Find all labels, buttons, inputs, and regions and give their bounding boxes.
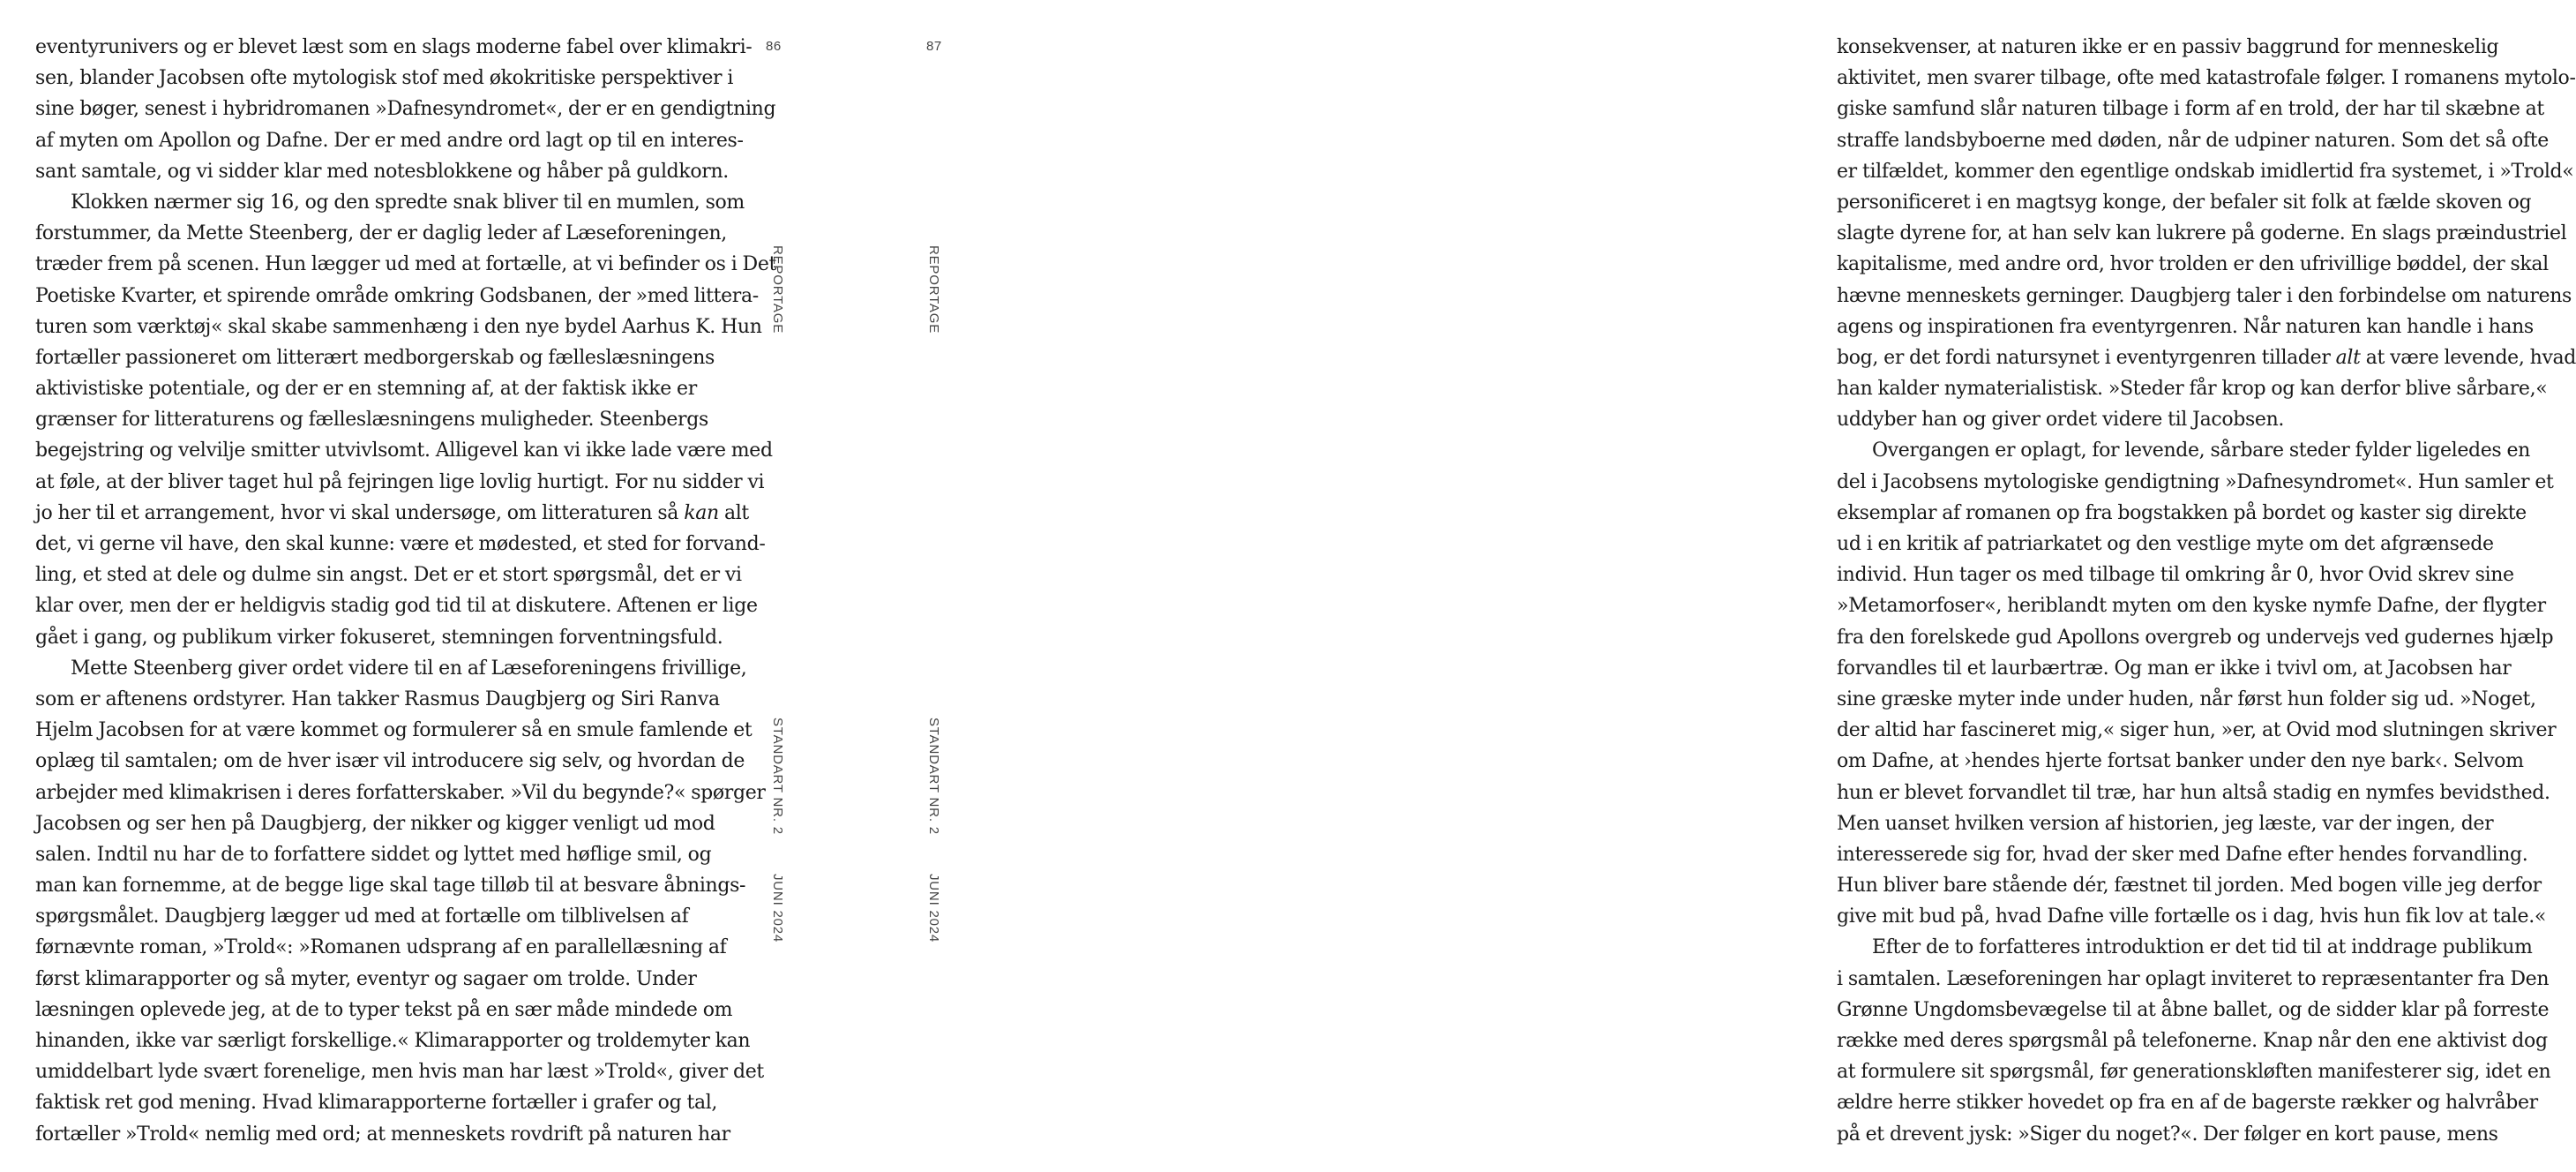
text-line bbox=[1837, 373, 2548, 404]
left-section-label: REPORTAGE bbox=[770, 245, 785, 334]
text-line bbox=[1837, 63, 2576, 94]
text-line-content: Jacobsen og ser hen på Daugbjerg, der nikker og kigger venligt ud mod bbox=[35, 812, 715, 835]
text-line-content: jo her til et arrangement, hvor vi skal undersøge, om litteraturen så bbox=[35, 501, 685, 524]
text-line-content: bog, er det fordi natursynet i eventyrgenren tillader bbox=[1837, 346, 2336, 369]
text-line-content: oplæg til samtalen; om de hver især vil introducere sig selv, og hvordan de bbox=[35, 750, 745, 773]
text-line-content: personificeret i en magtsyg konge, der befaler sit folk at fælde skoven og bbox=[1837, 191, 2532, 214]
text-line-content: Efter de to forfatteres introduktion er det tid til at inddrage publikum bbox=[1872, 936, 2533, 959]
text-line bbox=[1837, 964, 2550, 995]
text-line bbox=[1837, 901, 2546, 932]
text-line bbox=[35, 870, 746, 901]
text-line bbox=[35, 342, 715, 373]
text-line bbox=[35, 435, 773, 466]
text-line bbox=[1837, 1087, 2538, 1118]
text-line bbox=[35, 1087, 718, 1118]
text-line-content: læsningen oplevede jeg, at de to typer tekst på en sær måde mindede om bbox=[35, 998, 733, 1021]
text-line-content: ling, et sted at dele og dulme sin angst. Det er et stort spørgsmål, det er vi bbox=[35, 564, 742, 587]
text-line bbox=[35, 590, 758, 621]
text-line-content: fra den forelskede gud Apollons overgreb og undervejs ved gudernes hjælp bbox=[1837, 626, 2554, 649]
text-line bbox=[35, 125, 744, 156]
text-line-content: række med deres spørgsmål på telefonerne. Knap når den ene aktivist dog bbox=[1837, 1030, 2548, 1052]
right-magazine-issue: STANDART NR. 2 bbox=[926, 717, 941, 835]
text-line bbox=[1837, 281, 2572, 312]
text-line bbox=[1837, 404, 2534, 435]
text-line-content: salen. Indtil nu har de to forfattere siddet og lyttet med høflige smil, og bbox=[35, 843, 712, 866]
text-line bbox=[1837, 342, 2576, 373]
text-line-content: Men uanset hvilken version af historien, jeg læste, var der ingen, der bbox=[1837, 812, 2494, 835]
text-line-content: slagte dyrene for, at han selv kan lukrere på goderne. En slags præindustriel bbox=[1837, 222, 2567, 245]
text-line-content: førnævnte roman, »Trold«: »Romanen udsprang af en parallellæsning af bbox=[35, 936, 727, 959]
text-line bbox=[1837, 249, 2549, 280]
text-line-content: forvandles til et laurbærtræ. Og man er ikke i tvivl om, at Jacobsen har bbox=[1837, 657, 2512, 680]
text-line bbox=[35, 467, 765, 498]
text-line bbox=[1837, 715, 2557, 746]
text-line bbox=[35, 1026, 751, 1056]
text-line-content: om Dafne, at ›hendes hjerte fortsat banker under den nye bark‹. Selvom bbox=[1837, 750, 2524, 773]
text-line-content: Hun bliver bare stående dér, fæstnet til jorden. Med bogen ville jeg derfor bbox=[1837, 875, 2542, 898]
text-line bbox=[35, 218, 727, 249]
text-line bbox=[35, 684, 720, 715]
text-line-content: individ. Hun tager os med tilbage til omkring år 0, hvor Ovid skrev sine bbox=[1837, 564, 2514, 587]
text-line-continuation: alt bbox=[718, 501, 749, 524]
text-line bbox=[35, 808, 715, 839]
right-page-number: 87 bbox=[926, 39, 942, 54]
text-line-content: grænser for litteraturens og fælleslæsningens muligheder. Steenbergs bbox=[35, 409, 708, 432]
text-line bbox=[1837, 187, 2534, 218]
text-line bbox=[35, 901, 715, 932]
text-line-content: Grønne Ungdomsbevægelse til at åbne ballet, og de sidder klar på forreste bbox=[1837, 998, 2550, 1021]
text-line-content: klar over, men der er heldigvis stadig god tid til at diskutere. Aftenen er lige bbox=[35, 595, 758, 618]
text-line bbox=[1837, 560, 2534, 590]
text-line-content: aktivitet, men svarer tilbage, ofte med katastrofale følger. I romanens mytolo- bbox=[1837, 67, 2576, 90]
text-line-content: arbejder med klimakrisen i deres forfatterskaber. »Vil du begynde?« spørger bbox=[35, 781, 766, 804]
text-line-content: del i Jacobsens mytologiske gendigtning »Dafnesyndromet«. Hun samler et bbox=[1837, 470, 2554, 493]
text-line-content: agens og inspirationen fra eventyrgenren. Når naturen kan handle i hans bbox=[1837, 315, 2534, 338]
text-line bbox=[1837, 1026, 2548, 1056]
text-line bbox=[1837, 870, 2542, 901]
text-line-content: forstummer, da Mette Steenberg, der er daglig leder af Læseforeningen, bbox=[35, 222, 727, 245]
text-line bbox=[35, 622, 723, 653]
text-line bbox=[1837, 467, 2554, 498]
text-line-content: aktivistiske potentiale, og der er en stemning af, at der faktisk ikke er bbox=[35, 378, 697, 401]
text-line bbox=[35, 404, 715, 435]
text-line bbox=[35, 746, 745, 777]
text-line bbox=[35, 653, 747, 684]
text-line-content: på et drevent jysk: »Siger du noget?«. Der følger en kort pause, mens bbox=[1837, 1123, 2498, 1146]
text-line-content: fortæller passioneret om litterært medborgerskab og fælleslæsningens bbox=[35, 346, 715, 369]
text-line bbox=[35, 187, 745, 218]
text-line bbox=[35, 715, 753, 746]
text-line-content: at føle, at der bliver taget hul på fejringen lige lovlig hurtigt. For nu sidder vi bbox=[35, 470, 765, 493]
italic-emphasis: kan bbox=[684, 501, 719, 524]
text-line bbox=[35, 839, 715, 870]
text-line-content: at formulere sit spørgsmål, før generationskløften manifesterer sig, idet en bbox=[1837, 1061, 2551, 1084]
text-line bbox=[35, 778, 766, 808]
text-line-content: kapitalisme, med andre ord, hvor trolden er den ufrivillige bøddel, der skal bbox=[1837, 253, 2549, 276]
text-line bbox=[35, 1119, 730, 1150]
text-line-content: turen som værktøj« skal skabe sammenhæng i den nye bydel Aarhus K. Hun bbox=[35, 315, 762, 338]
text-line-content: fortæller »Trold« nemlig med ord; at menneskets rovdrift på naturen har bbox=[35, 1123, 730, 1146]
left-issue-date: JUNI 2024 bbox=[770, 874, 785, 943]
text-line-content: Hjelm Jacobsen for at være kommet og formulerer så en smule famlende et bbox=[35, 719, 753, 742]
text-line-content: konsekvenser, at naturen ikke er en passiv baggrund for menneskelig bbox=[1837, 36, 2499, 58]
text-line bbox=[35, 373, 715, 404]
text-line-content: faktisk ret god mening. Hvad klimarapporterne fortæller i grafer og tal, bbox=[35, 1092, 718, 1115]
text-line-content: af myten om Apollon og Dafne. Der er med andre ord lagt op til en interes- bbox=[35, 129, 744, 152]
text-line-content: man kan fornemme, at de begge lige skal tage tilløb til at besvare åbnings- bbox=[35, 875, 746, 898]
right-page bbox=[847, 0, 2576, 1172]
left-page-number: 86 bbox=[766, 39, 782, 54]
text-line bbox=[1837, 1119, 2534, 1150]
text-line-content: ud i en kritik af patriarkatet og den vestlige myte om det afgrænsede bbox=[1837, 533, 2494, 555]
text-line-content: eksemplar af romanen op fra bogstakken på bordet og kaster sig direkte bbox=[1837, 501, 2527, 524]
text-line-content: Poetiske Kvarter, et spirende område omkring Godsbanen, der »med littera- bbox=[35, 284, 759, 307]
text-line-content: begejstring og velvilje smitter utvivlsomt. Alligevel kan vi ikke lade være med bbox=[35, 440, 773, 462]
text-line-content: uddyber han og giver ordet videre til Jacobsen. bbox=[1837, 409, 2285, 432]
text-line-content: spørgsmålet. Daugbjerg lægger ud med at fortælle om tilblivelsen af bbox=[35, 905, 689, 928]
text-line bbox=[1837, 995, 2550, 1026]
text-line bbox=[35, 63, 734, 94]
text-line-content: det, vi gerne vil have, den skal kunne: være et mødested, et sted for forvand- bbox=[35, 533, 766, 555]
text-line bbox=[1837, 312, 2534, 342]
text-line-content: umiddelbart lyde svært forenelige, men hvis man har læst »Trold«, giver det bbox=[35, 1061, 764, 1084]
text-line bbox=[35, 995, 733, 1026]
text-line bbox=[1837, 653, 2534, 684]
text-line-continuation: at være levende, hvad bbox=[2360, 346, 2576, 369]
text-line-content: Overgangen er oplagt, for levende, sårbare steder fylder ligeledes en bbox=[1872, 440, 2531, 462]
text-line bbox=[1837, 218, 2567, 249]
text-line-content: hun er blevet forvandlet til træ, har hun altså stadig en nymfes bevidsthed. bbox=[1837, 781, 2550, 804]
text-line-content: giske samfund slår naturen tilbage i form af en trold, der har til skæbne at bbox=[1837, 98, 2544, 121]
text-line-content: straffe landsbyboerne med døden, når de udpiner naturen. Som det så ofte bbox=[1837, 129, 2549, 152]
text-line bbox=[35, 249, 777, 280]
text-line bbox=[1837, 529, 2534, 560]
text-line-content: sen, blander Jacobsen ofte mytologisk stof med økokritiske perspektiver i bbox=[35, 67, 734, 90]
text-line bbox=[1837, 156, 2574, 187]
text-line-content: Klokken nærmer sig 16, og den spredte snak bliver til en mumlen, som bbox=[71, 191, 745, 214]
text-line-content: Mette Steenberg giver ordet videre til en af Læseforeningens frivillige, bbox=[71, 657, 747, 680]
text-line-content: der altid har fascineret mig,« siger hun, »er, at Ovid mod slutningen skriver bbox=[1837, 719, 2557, 742]
text-line bbox=[1837, 435, 2534, 466]
text-line bbox=[1837, 622, 2554, 653]
right-issue-date: JUNI 2024 bbox=[926, 874, 941, 943]
text-line bbox=[35, 560, 742, 590]
text-line bbox=[1837, 808, 2534, 839]
text-line bbox=[1837, 125, 2549, 156]
right-body-text bbox=[1837, 32, 2576, 1150]
text-line bbox=[1837, 746, 2534, 777]
left-page bbox=[0, 0, 847, 1172]
text-line-content: »Metamorfoser«, heriblandt myten om den kyske nymfe Dafne, der flygter bbox=[1837, 595, 2546, 618]
text-line bbox=[35, 281, 759, 312]
text-line-content: gået i gang, og publikum virker fokuseret, stemningen forventningsfuld. bbox=[35, 626, 723, 649]
text-line bbox=[1837, 590, 2546, 621]
text-line-content: sine græske myter inde under huden, når først hun folder sig ud. »Noget, bbox=[1837, 687, 2536, 710]
text-line bbox=[35, 498, 749, 529]
text-line bbox=[35, 312, 762, 342]
text-line bbox=[35, 932, 727, 963]
text-line-content: hævne menneskets gerninger. Daugbjerg taler i den forbindelse om naturens bbox=[1837, 284, 2572, 307]
text-line bbox=[1837, 32, 2534, 63]
text-line bbox=[1837, 932, 2534, 963]
text-line-content: ældre herre stikker hovedet op fra en af de bagerste rækker og halvråber bbox=[1837, 1092, 2538, 1115]
text-line-content: som er aftenens ordstyrer. Han takker Rasmus Daugbjerg og Siri Ranva bbox=[35, 687, 720, 710]
text-line-content: i samtalen. Læseforeningen har oplagt inviteret to repræsentanter fra Den bbox=[1837, 967, 2550, 990]
text-line-content: give mit bud på, hvad Dafne ville fortælle os i dag, hvis hun fik lov at tale.« bbox=[1837, 905, 2546, 928]
text-line bbox=[35, 1056, 764, 1087]
italic-emphasis: alt bbox=[2335, 346, 2361, 369]
text-line-content: eventyrunivers og er blevet læst som en slags moderne fabel over klimakri- bbox=[35, 36, 753, 58]
text-line-content: interesserede sig for, hvad der sker med Dafne efter hendes forvandling. bbox=[1837, 843, 2528, 866]
text-line bbox=[1837, 839, 2534, 870]
right-section-label: REPORTAGE bbox=[926, 245, 941, 334]
text-line bbox=[1837, 1056, 2551, 1087]
text-line bbox=[35, 964, 715, 995]
text-line bbox=[1837, 498, 2534, 529]
text-line bbox=[35, 156, 729, 187]
text-line bbox=[1837, 778, 2550, 808]
text-line bbox=[1837, 94, 2544, 124]
left-magazine-issue: STANDART NR. 2 bbox=[770, 717, 785, 835]
text-line bbox=[35, 94, 776, 124]
text-line-content: hinanden, ikke var særligt forskellige.« Klimarapporter og troldemyter kan bbox=[35, 1030, 751, 1052]
text-line-content: sine bøger, senest i hybridromanen »Dafnesyndromet«, der er en gendigtning bbox=[35, 98, 776, 121]
text-line-content: først klimarapporter og så myter, eventyr og sagaer om trolde. Under bbox=[35, 967, 697, 990]
text-line-content: sant samtale, og vi sidder klar med notesblokkene og håber på guldkorn. bbox=[35, 160, 729, 183]
text-line-content: han kalder nymaterialistisk. »Steder får krop og kan derfor blive sårbare,« bbox=[1837, 378, 2548, 401]
text-line bbox=[1837, 684, 2534, 715]
text-line bbox=[35, 529, 766, 560]
text-line-content: er tilfældet, kommer den egentlige ondskab imidlertid fra systemet, i »Trold« bbox=[1837, 160, 2574, 183]
text-line bbox=[35, 32, 753, 63]
text-line-content: træder frem på scenen. Hun lægger ud med at fortælle, at vi befinder os i Det bbox=[35, 253, 777, 276]
